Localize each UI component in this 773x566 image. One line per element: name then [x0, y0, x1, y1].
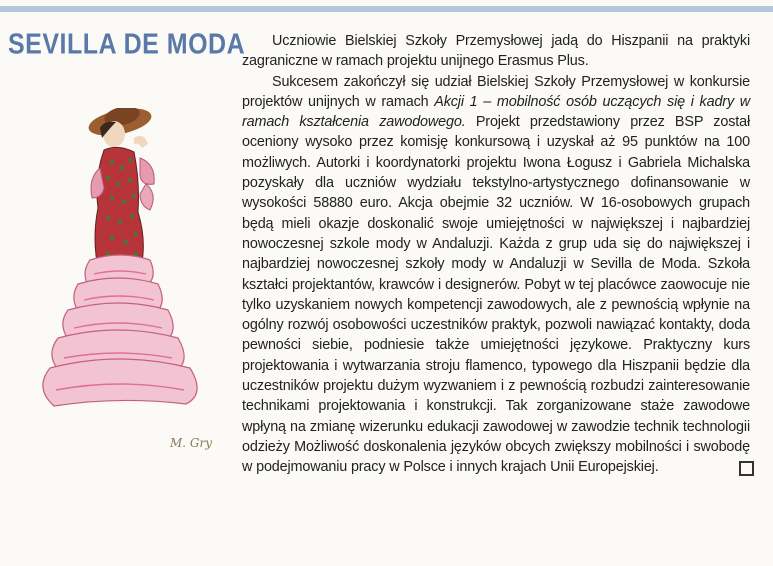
article-paragraph-main — [242, 72, 750, 478]
article-paragraph-intro: Uczniowie Bielskiej Szkoły Przemysłowej jadą do Hiszpanii na praktyki zagraniczne w ramach projektu unijnego Erasmus Plus. — [242, 33, 750, 70]
para-text-start: Sukcesem zakończył się udział Bielskiej Szkoły Przemysłowej w konkursie projektów unijnych w ramach — [242, 73, 750, 110]
project-action-name: Akcji 1 – mobilność osób uczących się i kadry w ramach kształcenia zawodowego. — [242, 93, 751, 131]
top-rule — [0, 6, 773, 12]
article-body — [242, 31, 750, 482]
article-title: SEVILLA DE MODA — [8, 28, 246, 61]
illustration-signature: M. Gry — [170, 436, 213, 450]
flamenco-dress-illustration — [42, 108, 222, 438]
para-text-rest: Projekt przedstawiony przez BSP został oceniony wysoko przez komisję konkursową i uzyskał aż 95 punktów na 100 możliwych. Autorki i koordynatorki projektu Iwona Łogusz i Gabriela Michalska pozyskały dla uczniów wydziału tekstylno-artystycznego dofinansowanie w wysokości 58880 euro. Akcja obejmie 32 uczniów. W 16-osobowych grupach będą mieli okazje doskonalić swoje umiejętności w największej i najbardziej nowoczesnej szkole mody w Andaluzji. Każda z grup uda się do największej i najbardziej nowoczesnej szkoły mody w Andaluzji w Sevilla de Moda. Szkoła kształci projektantów, krawców i designerów. Pobyt w tej placówce zaowocuje nie tylko uzyskaniem nowych kompetencji zawodowych, ale z pewnością wpłynie na ogólny rozwój osobowości uczestników praktyk, pozwoli nawiązać kontakty, doda pewności siebie, podniesie także umiejętności językowe. Praktyczny kurs projektowania i wytwarzania stroju flamenco, typowego dla Hiszpanii będzie dla uczestników projektu dużym wyzwaniem i z pewnością rozbudzi zainteresowanie technikami projektowania i konstrukcji. Tak zorganizowane staże zawodowe wpłyną na zmianę wizerunku edukacji zawodowej w zawodzie technik technologii odzieży Możliwość doskonalenia języków obcych zwiększy mobilności i swobodę w podejmowaniu pracy w Polsce i innych krajach Unii Europejskiej. — [242, 114, 751, 476]
end-of-article-square-icon — [703, 461, 754, 481]
